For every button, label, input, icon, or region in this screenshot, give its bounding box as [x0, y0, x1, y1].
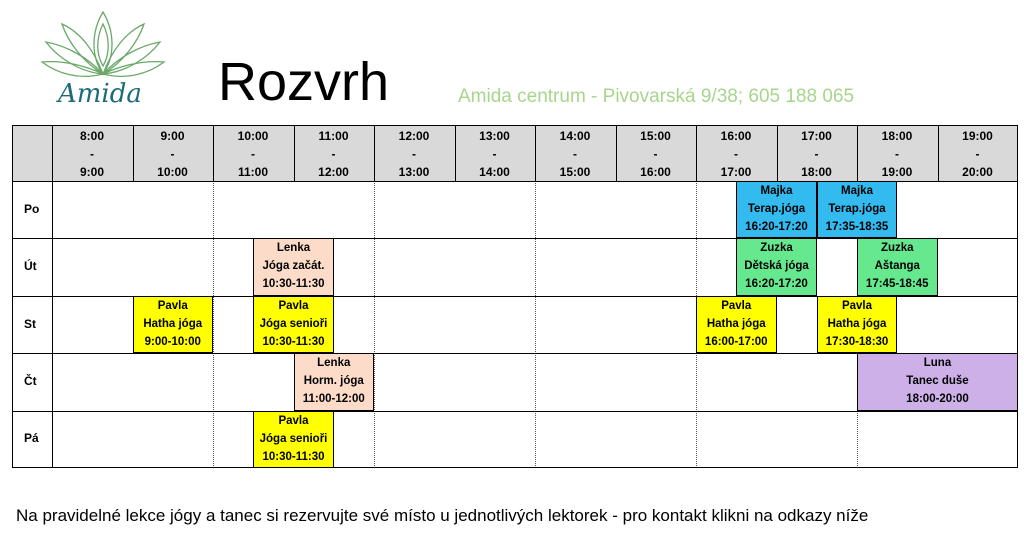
time-slot-start: 16:00	[720, 129, 752, 143]
day-label: Po	[24, 201, 40, 216]
day-label: Pá	[24, 431, 39, 446]
lesson-name: Hatha jóga	[827, 317, 887, 330]
lesson-instructor: Pavla	[278, 299, 309, 312]
time-slot-end: 20:00	[962, 165, 993, 179]
lesson-name: Horm. jóga	[303, 375, 364, 388]
lesson-instructor: Zuzka	[880, 242, 914, 255]
lesson-time: 10:30-11:30	[262, 335, 325, 348]
lesson-name: Hatha jóga	[143, 317, 203, 330]
time-slot-end: 12:00	[318, 165, 349, 179]
time-slot-start: 9:00	[160, 129, 185, 143]
time-slot-start: 11:00	[318, 129, 349, 143]
lesson-time: 16:00-17:00	[704, 335, 768, 348]
time-slot-start: 10:00	[237, 129, 269, 143]
time-slot-start: 17:00	[801, 129, 832, 143]
table-border	[12, 125, 1018, 468]
time-slot-end: 17:00	[720, 165, 752, 179]
lesson-name: Hatha jóga	[706, 317, 766, 330]
lesson-instructor: Lenka	[317, 357, 351, 370]
amida-logo	[28, 2, 178, 110]
lesson-time: 16:20-17:20	[745, 221, 808, 233]
time-slot-sep: -	[734, 147, 738, 161]
day-label: Čt	[24, 373, 37, 388]
page-title: Rozvrh	[218, 52, 390, 112]
lesson-instructor: Luna	[923, 357, 952, 370]
lesson-instructor: Majka	[760, 185, 793, 197]
logo-wordmark: Amida	[58, 79, 142, 109]
time-slot-end: 13:00	[398, 165, 430, 179]
lesson-name: Jóga senioři	[259, 432, 328, 445]
lesson-name: Dětská jóga	[744, 260, 809, 273]
lesson-instructor: Zuzka	[760, 242, 793, 255]
time-slot-sep: -	[90, 147, 94, 161]
lesson-time: 17:45-18:45	[865, 278, 929, 291]
lesson-time: 17:30-18:30	[825, 335, 889, 348]
lesson-instructor: Majka	[841, 185, 873, 197]
lesson-time: 11:00-12:00	[302, 393, 365, 406]
lesson-name: Jóga senioři	[259, 317, 328, 330]
time-slot-sep: -	[251, 147, 255, 161]
time-slot-end: 18:00	[801, 165, 832, 179]
time-slot-end: 9:00	[79, 165, 105, 179]
day-label: Út	[24, 259, 37, 274]
lesson-time: 10:30-11:30	[262, 450, 325, 463]
time-slot-end: 19:00	[881, 165, 913, 179]
time-slot-sep: -	[170, 147, 175, 161]
lesson-instructor: Lenka	[276, 242, 311, 255]
time-slot-sep: -	[975, 147, 980, 161]
lesson-instructor: Pavla	[721, 299, 752, 312]
time-slot-start: 15:00	[640, 129, 671, 143]
time-slot-sep: -	[895, 147, 899, 161]
lesson-time: 17:35-18:35	[825, 221, 889, 233]
lesson-time: 18:00-20:00	[906, 393, 969, 406]
lesson-instructor: Pavla	[157, 299, 188, 312]
day-label: St	[24, 316, 36, 331]
schedule-table	[12, 125, 1018, 468]
lesson-name: Terap.jóga	[747, 203, 806, 215]
time-slot-start: 13:00	[479, 129, 510, 143]
time-slot-end: 15:00	[559, 165, 591, 179]
lesson-name: Aštanga	[874, 260, 920, 273]
time-slot-end: 16:00	[640, 165, 671, 179]
time-slot-start: 8:00	[79, 129, 105, 143]
lesson-instructor: Pavla	[278, 414, 309, 427]
time-slot-sep: -	[653, 147, 658, 161]
time-slot-sep: -	[492, 147, 497, 161]
footer-note: Na pravidelné lekce jógy a tanec si rezervujte své místo u jednotlivých lektorek - pro kontakt klikni na odkazy níže	[16, 506, 869, 525]
time-slot-start: 12:00	[398, 129, 430, 143]
time-slot-end: 14:00	[479, 165, 510, 179]
lesson-instructor: Pavla	[841, 299, 873, 312]
time-slot-sep: -	[814, 147, 819, 161]
address-contact: Amida centrum - Pivovarská 9/38; 605 188 065	[458, 86, 855, 107]
time-slot-start: 19:00	[962, 129, 993, 143]
lesson-time: 10:30-11:30	[262, 278, 325, 291]
time-slot-start: 18:00	[881, 129, 913, 143]
time-slot-sep: -	[331, 147, 336, 161]
lesson-time: 9:00-10:00	[144, 335, 201, 348]
lesson-name: Terap.jóga	[828, 203, 886, 215]
time-slot-sep: -	[412, 147, 416, 161]
time-slot-end: 11:00	[237, 165, 269, 179]
lesson-name: Tanec duše	[906, 375, 969, 388]
lesson-time: 16:20-17:20	[745, 278, 808, 291]
lesson-name: Jóga začát.	[262, 260, 325, 273]
time-slot-sep: -	[573, 147, 577, 161]
time-slot-start: 14:00	[559, 129, 591, 143]
time-slot-end: 10:00	[157, 165, 188, 179]
